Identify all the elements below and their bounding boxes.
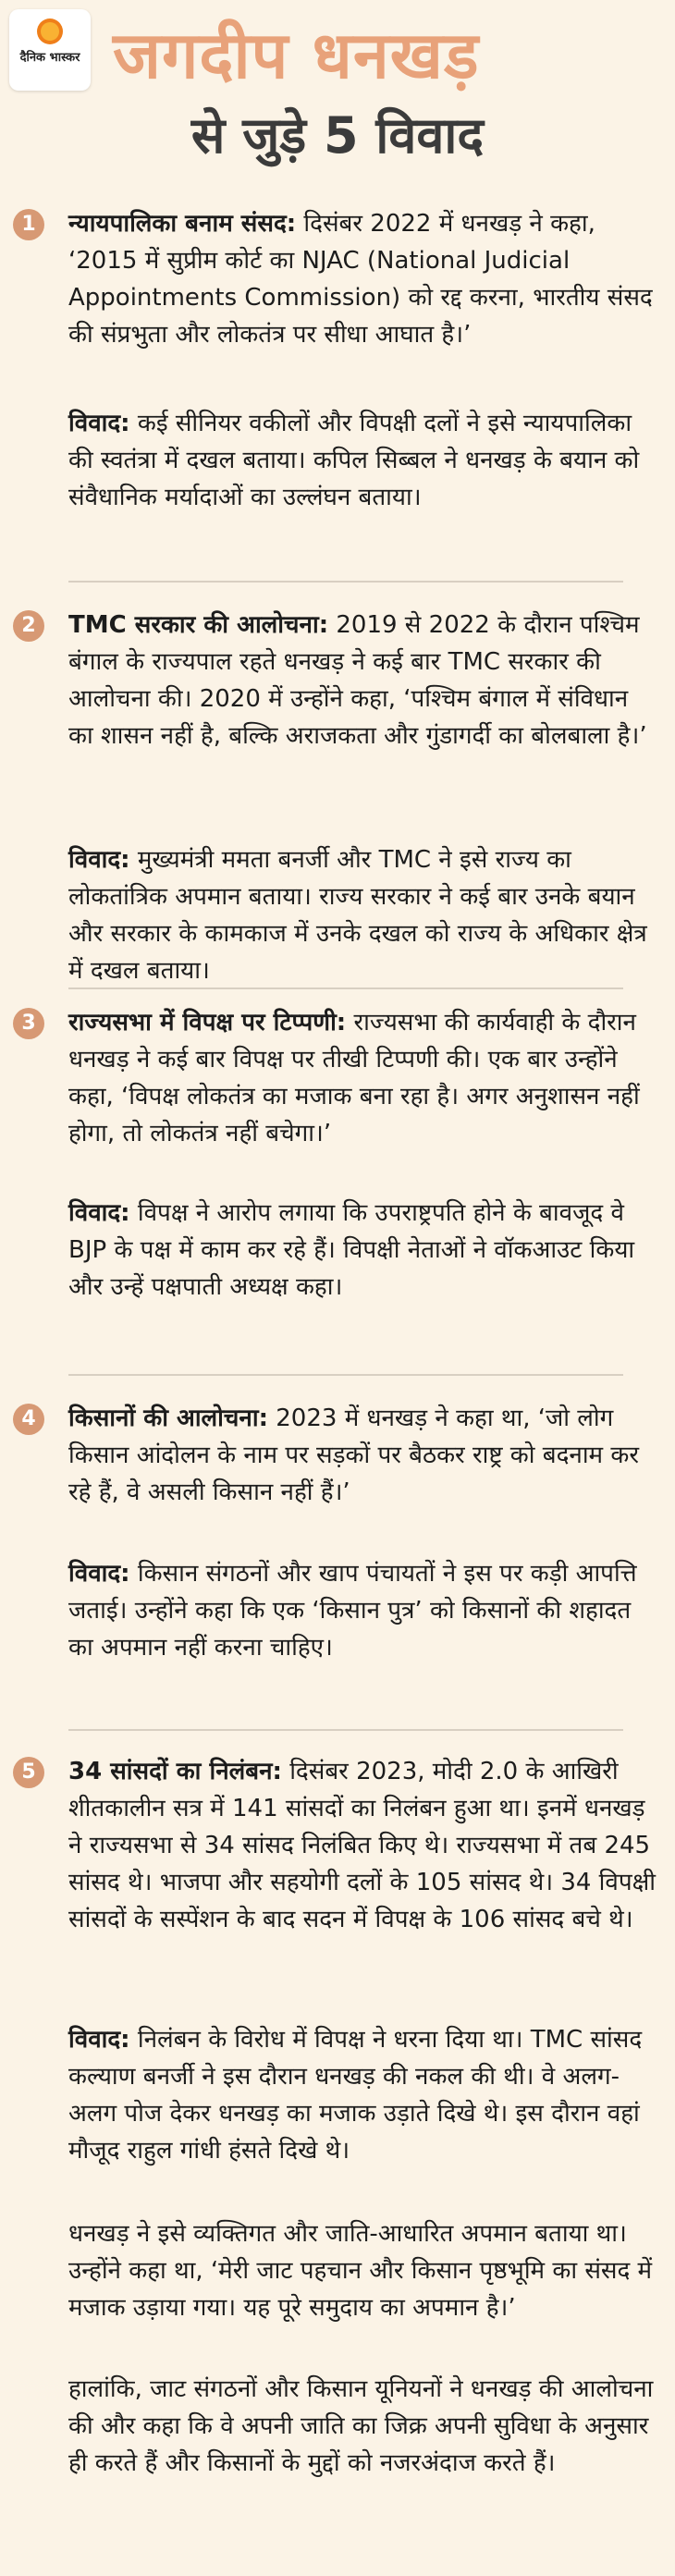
dispute-text: मुख्यमंत्री ममता बनर्जी और TMC ने इसे राज्य का लोकतांत्रिक अपमान बताया। राज्य सरकार ने कई बार उनके बयान और सरकार के कामकाज में उनके दखल को राज्य के अधिकार क्षेत्र में दखल बताया। [68, 846, 647, 985]
section-number-badge: 1 [13, 209, 44, 240]
section-number-badge: 4 [13, 1404, 44, 1435]
section-text: 2019 से 2022 के दौरान पश्चिम बंगाल के राज्यपाल रहते धनखड़ ने कई बार TMC सरकार की आलोचना की। 2020 में उन्होंने कहा, ‘पश्चिम बंगाल में संविधान का शासन नहीं है, बल्कि अराजकता और गुंडागर्दी का बोलबाला है।’ [68, 611, 647, 750]
dispute-text: किसान संगठनों और खाप पंचायतों ने इस पर कड़ी आपत्ति जताई। उन्होंने कहा कि एक ‘किसान पुत्र’ को किसानों की शहादत का अपमान नहीं करना चाहिए। [68, 1560, 637, 1662]
dispute-text: कई सीनियर वकीलों और विपक्षी दलों ने इसे न्यायपालिका की स्वतंत्रा में दखल बताया। कपिल सिब्बल ने धनखड़ के बयान को संवैधानिक मर्यादाओं का उल्लंघन बताया। [68, 410, 640, 511]
dispute-label: विवाद: [68, 1199, 130, 1227]
section-heading: न्यायपालिका बनाम संसद: [68, 210, 297, 238]
divider [68, 987, 623, 989]
dispute-text: निलंबन के विरोध में विपक्ष ने धरना दिया था। TMC सांसद कल्याण बनर्जी ने इस दौरान धनखड़ की नकल की थी। वे अलग-अलग पोज देकर धनखड़ का मजाक उड़ाते दिखे थे। इस दौरान वहां मौजूद राहुल गांधी हंसते दिखे थे। [68, 2026, 643, 2165]
section-heading: किसानों की आलोचना: [68, 1405, 268, 1432]
section-heading: 34 सांसदों का निलंबन: [68, 1758, 282, 1785]
page-title: जगदीप धनखड़ [113, 18, 480, 93]
section-5-paragraph: हालांकि, जाट संगठनों और किसान यूनियनों ने धनखड़ की आलोचना की और कहा कि वे अपनी जाति का जिक्र अपनी सुविधा के अनुसार ही करते हैं और किसानों के मुद्दों को नजरअंदाज करते हैं। [68, 2375, 654, 2477]
dispute-label: विवाद: [68, 846, 130, 874]
dispute-text: विपक्ष ने आरोप लगाया कि उपराष्ट्रपति होने के बावजूद वे BJP के पक्ष में काम कर रहे हैं। विपक्षी नेताओं ने वॉकआउट किया और उन्हें पक्षपाती अध्यक्ष कहा। [68, 1199, 635, 1301]
logo-text: दैनिक भास्कर [19, 51, 80, 65]
section-2-statement [68, 607, 660, 754]
section-text: 2023 में धनखड़ ने कहा था, ‘जो लोग किसान आंदोलन के नाम पर सड़कों पर बैठकर राष्ट्र को बदनाम कर रहे हैं, वे असली किसान नहीं हैं।’ [68, 1405, 639, 1506]
dispute-label: विवाद: [68, 2026, 130, 2054]
section-3-statement [68, 1004, 660, 1152]
section-1-statement [68, 205, 660, 353]
section-number-badge: 3 [13, 1008, 44, 1039]
dainik-bhaskar-logo [9, 9, 91, 91]
section-heading: TMC सरकार की आलोचना: [68, 611, 329, 639]
section-5-paragraph: धनखड़ ने इसे व्यक्तिगत और जाति-आधारित अपमान बताया था। उन्होंने कहा था, ‘मेरी जाट पहचान और किसान पृष्ठभूमि का संसद में मजाक उड़ाया गया। यह पूरे समुदाय का अपमान है।’ [68, 2220, 653, 2322]
divider [68, 581, 623, 583]
section-heading: राज्यसभा में विपक्ष पर टिप्पणी: [68, 1009, 347, 1037]
page-subtitle: से जुड़े 5 विवाद [190, 106, 485, 165]
section-3-dispute [68, 1195, 660, 1306]
divider [68, 1729, 623, 1731]
section-text: राज्यसभा की कार्यवाही के दौरान धनखड़ ने कई बार विपक्ष पर तीखी टिप्पणी की। एक बार उन्होंने कहा, ‘विपक्ष लोकतंत्र का मजाक बना रहा है। अगर अनुशासन नहीं होगा, तो लोकतंत्र नहीं बचेगा।’ [68, 1009, 640, 1147]
section-5-statement [68, 1753, 660, 1938]
section-4-dispute [68, 1555, 660, 1666]
section-2-dispute [68, 841, 660, 989]
section-text: दिसंबर 2022 में धनखड़ ने कहा, ‘2015 में सुप्रीम कोर्ट का NJAC (National Judicial Appointments Commission) को रद्द करना, भारतीय संसद की संप्रभुता और लोकतंत्र पर सीधा आघात है।’ [68, 210, 653, 349]
section-number-badge: 5 [13, 1757, 44, 1788]
section-number-badge: 2 [13, 610, 44, 642]
section-4-statement [68, 1400, 660, 1511]
sun-logo-icon [37, 18, 63, 44]
section-5-dispute [68, 2021, 660, 2169]
header [0, 0, 675, 194]
dispute-label: विवाद: [68, 1560, 130, 1588]
section-1-dispute [68, 405, 660, 516]
dispute-label: विवाद: [68, 410, 130, 437]
divider [68, 1374, 623, 1376]
section-text: दिसंबर 2023, मोदी 2.0 के आखिरी शीतकालीन सत्र में 141 सांसदों का निलंबन हुआ था। इनमें धनखड़ ने राज्यसभा से 34 सांसद निलंबित किए थे। राज्यसभा में तब 245 सांसद थे। भाजपा और सहयोगी दलों के 105 सांसद थे। 34 विपक्षी सांसदों के सस्पेंशन के बाद सदन में विपक्ष के 106 सांसद बचे थे। [68, 1758, 657, 1933]
